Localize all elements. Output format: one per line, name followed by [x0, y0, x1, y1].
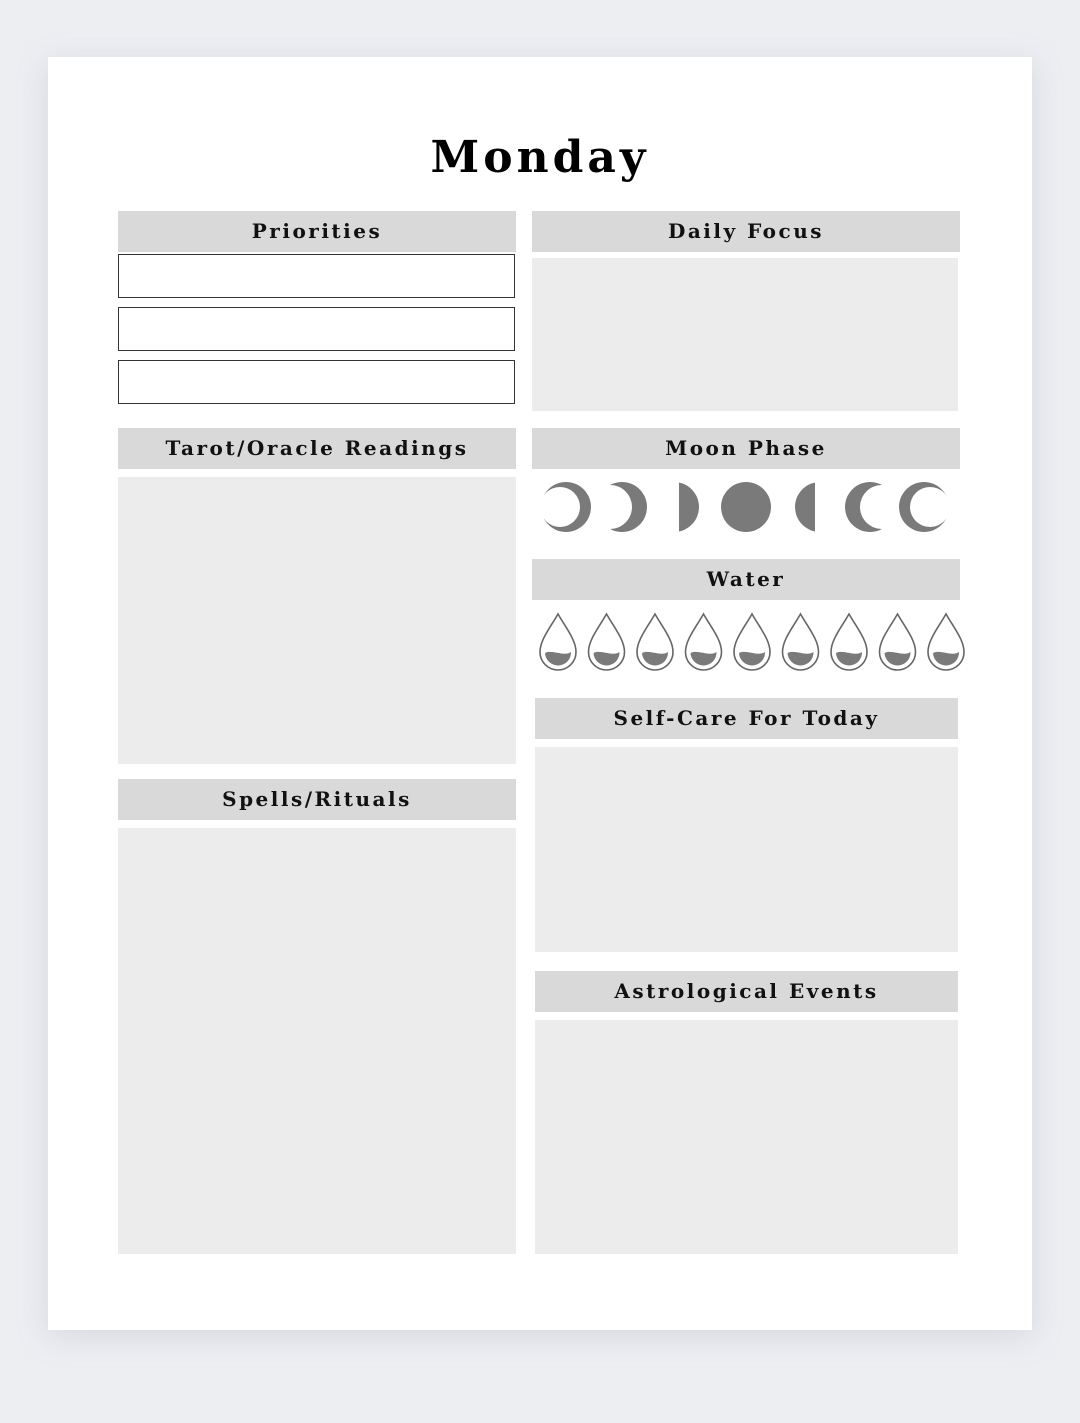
tarot-header: Tarot/Oracle Readings	[118, 428, 516, 469]
waxing-crescent-icon	[845, 482, 895, 532]
first-quarter-icon	[795, 482, 845, 532]
waxing-crescent-icon	[899, 482, 949, 532]
priorities-header: Priorities	[118, 211, 516, 252]
daily-focus-header: Daily Focus	[532, 211, 960, 252]
water-drop-icon	[637, 614, 673, 670]
water-drop-row	[540, 614, 964, 670]
self-care-header: Self-Care For Today	[535, 698, 958, 739]
water-drop-icon	[831, 614, 867, 670]
water-header: Water	[532, 559, 960, 600]
page-title: Monday	[430, 132, 650, 183]
water-drop-icon	[928, 614, 964, 670]
astrological-header: Astrological Events	[535, 971, 958, 1012]
water-drop-icon	[880, 614, 916, 670]
waning-crescent-icon	[541, 482, 591, 532]
moon-phase-header: Moon Phase	[532, 428, 960, 469]
last-quarter-icon	[649, 482, 699, 532]
spells-header: Spells/Rituals	[118, 779, 516, 820]
water-drop-icon	[540, 614, 576, 670]
water-drop-icon	[589, 614, 625, 670]
waning-crescent-icon	[597, 482, 647, 532]
water-drop-icon	[686, 614, 722, 670]
full-moon-icon	[721, 482, 771, 532]
water-drop-icon	[783, 614, 819, 670]
moon-phase-row	[541, 482, 949, 532]
water-drop-icon	[734, 614, 770, 670]
